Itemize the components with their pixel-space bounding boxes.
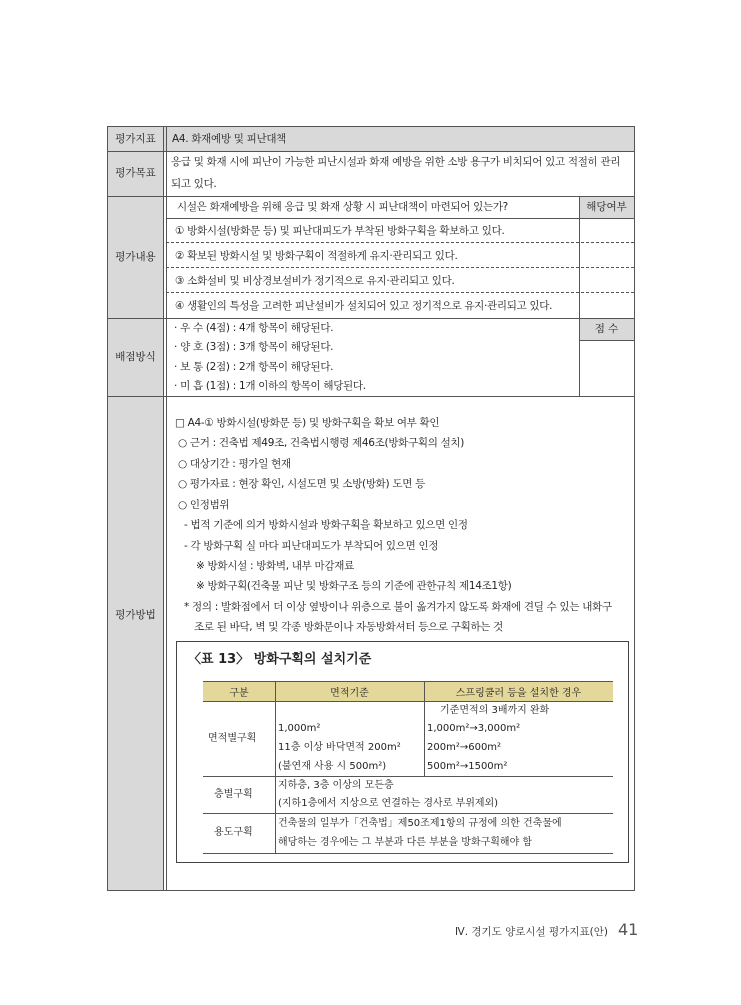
page-number: 41 (618, 920, 639, 939)
table-border-right (634, 126, 635, 891)
content-label: 평가내용 (115, 251, 156, 263)
method-line-1: □ A4-① 방화시설(방화문 등) 및 방화구획을 확보 여부 확인 (175, 417, 440, 429)
inner-line-1 (203, 776, 613, 777)
method-line-6: - 법적 기준에 의거 방화시설과 방화구획을 확보하고 있으면 인정 (184, 519, 468, 531)
row-sep-4 (107, 396, 634, 397)
scoring-score-sep (579, 340, 634, 341)
inner-line-bottom (203, 853, 613, 854)
scoring-item-2: · 양 호 (3점) : 3개 항목이 해당된다. (174, 341, 334, 353)
use-line-1: 건축물의 일부가「건축법」제50조제1항의 규정에 의한 건축물에 (278, 818, 562, 829)
footer-text: Ⅳ. 경기도 양로시설 평가지표(안) (455, 926, 608, 938)
floor-line-2: (지하1층에서 지상으로 연결하는 경사로 부위제외) (278, 798, 499, 809)
scoring-label: 배점방식 (115, 351, 156, 363)
content-applicable-col (579, 196, 580, 318)
scoring-item-4: · 미 흡 (1점) : 1개 이하의 항목이 해당된다. (174, 380, 366, 392)
inner-table-title: 〈표 13〉 방화구획의 설치기준 (188, 652, 372, 667)
table-border-left (107, 126, 108, 891)
method-label-bg (107, 396, 164, 891)
goal-label: 평가목표 (115, 167, 156, 179)
content-item-2: ② 확보된 방화시설 및 방화구획이 적절하게 유지·관리되고 있다. (175, 250, 458, 262)
use-label: 용도구획 (214, 827, 253, 838)
method-line-7: - 각 방화구획 실 마다 피난대피도가 부착되어 있으면 인정 (184, 540, 439, 552)
content-question-sep (166, 218, 634, 219)
content-dash-2 (166, 267, 634, 268)
inner-line-top (203, 681, 613, 682)
row-sep-1 (107, 151, 634, 152)
inner-line-head (203, 701, 613, 702)
floor-area-label: 면적별구획 (208, 733, 257, 744)
floor-area-col2-1: 1,000m² (278, 723, 321, 734)
method-line-3: ○ 대상기간 : 평가일 현재 (178, 458, 291, 470)
indicator-value: A4. 화재예방 및 피난대책 (172, 133, 287, 145)
inner-header-area: 면적기준 (330, 688, 369, 699)
content-item-1: ① 방화시설(방화문 등) 및 피난대피도가 부착된 방화구획을 확보하고 있다. (175, 225, 505, 237)
inner-col-1 (275, 681, 276, 853)
floor-area-col3-2: 1,000m²→3,000m² (427, 723, 521, 734)
content-item-3: ③ 소화설비 및 비상경보설비가 정기적으로 유지·관리되고 있다. (175, 275, 455, 287)
method-line-8: ※ 방화시설 : 방화벽, 내부 마감재료 (196, 560, 354, 572)
content-question: 시설은 화재예방을 위해 응급 및 화재 상황 시 피난대책이 마련되어 있는가? (177, 201, 508, 213)
method-line-5: ○ 인정범위 (178, 499, 230, 511)
floor-line-1: 지하층, 3층 이상의 모든층 (278, 780, 394, 791)
inner-line-2 (203, 813, 613, 814)
method-line-2: ○ 근거 : 건축법 제49조, 건축법시행령 제46조(방화구획의 설치) (178, 437, 465, 449)
floor-label: 층별구획 (214, 789, 253, 800)
floor-area-col2-3: (불연재 사용 시 500m²) (278, 761, 387, 772)
floor-area-col2-2: 11층 이상 바닥면적 200m² (278, 742, 401, 753)
goal-text-line1: 응급 및 화재 시에 피난이 가능한 피난시설과 화재 예방을 위한 소방 용구가 비치되어 있고 적절히 관리 (171, 156, 621, 168)
floor-area-col3-1: 기준면적의 3배까지 완화 (440, 705, 550, 716)
method-line-10: * 정의 : 발화점에서 더 이상 옆방이나 위층으로 불이 옮겨가지 않도록 화재에 견딜 수 있는 내화구 (184, 601, 612, 613)
content-dash-3 (166, 292, 634, 293)
score-header: 점 수 (594, 323, 619, 335)
table-border-top (107, 126, 634, 127)
method-line-9: ※ 방화구획(건축물 피난 및 방화구조 등의 기준에 관한규칙 제14조1항) (196, 580, 512, 592)
method-line-4: ○ 평가자료 : 현장 확인, 시설도면 및 소방(방화) 도면 등 (178, 478, 425, 490)
content-dash-1 (166, 242, 634, 243)
method-label: 평가방법 (115, 609, 156, 621)
floor-area-col3-3: 200m²→600m² (427, 742, 502, 753)
table-border-bottom (107, 890, 634, 891)
method-line-11: 조로 된 바닥, 벽 및 각종 방화문이나 자동방화셔터 등으로 구획하는 것 (194, 621, 504, 633)
goal-text-line2: 되고 있다. (171, 178, 217, 190)
content-item-4: ④ 생활인의 특성을 고려한 피난설비가 설치되어 있고 정기적으로 유지·관리되고 있다. (175, 300, 553, 312)
row-sep-2 (107, 196, 634, 197)
label-divider-1 (163, 126, 164, 891)
label-divider-2 (166, 126, 167, 891)
scoring-item-3: · 보 통 (2점) : 2개 항목이 해당된다. (174, 361, 334, 373)
scoring-item-1: · 우 수 (4점) : 4개 항목이 해당된다. (174, 322, 334, 334)
indicator-label: 평가지표 (115, 133, 156, 145)
use-line-2: 해당하는 경우에는 그 부분과 다른 부분을 방화구획해야 함 (278, 837, 533, 848)
inner-header-category: 구분 (229, 688, 249, 699)
inner-header-sprinkler: 스프링쿨러 등을 설치한 경우 (455, 688, 582, 699)
row-sep-3 (107, 318, 634, 319)
floor-area-col3-4: 500m²→1500m² (427, 761, 508, 772)
applicable-header: 해당여부 (586, 201, 627, 213)
